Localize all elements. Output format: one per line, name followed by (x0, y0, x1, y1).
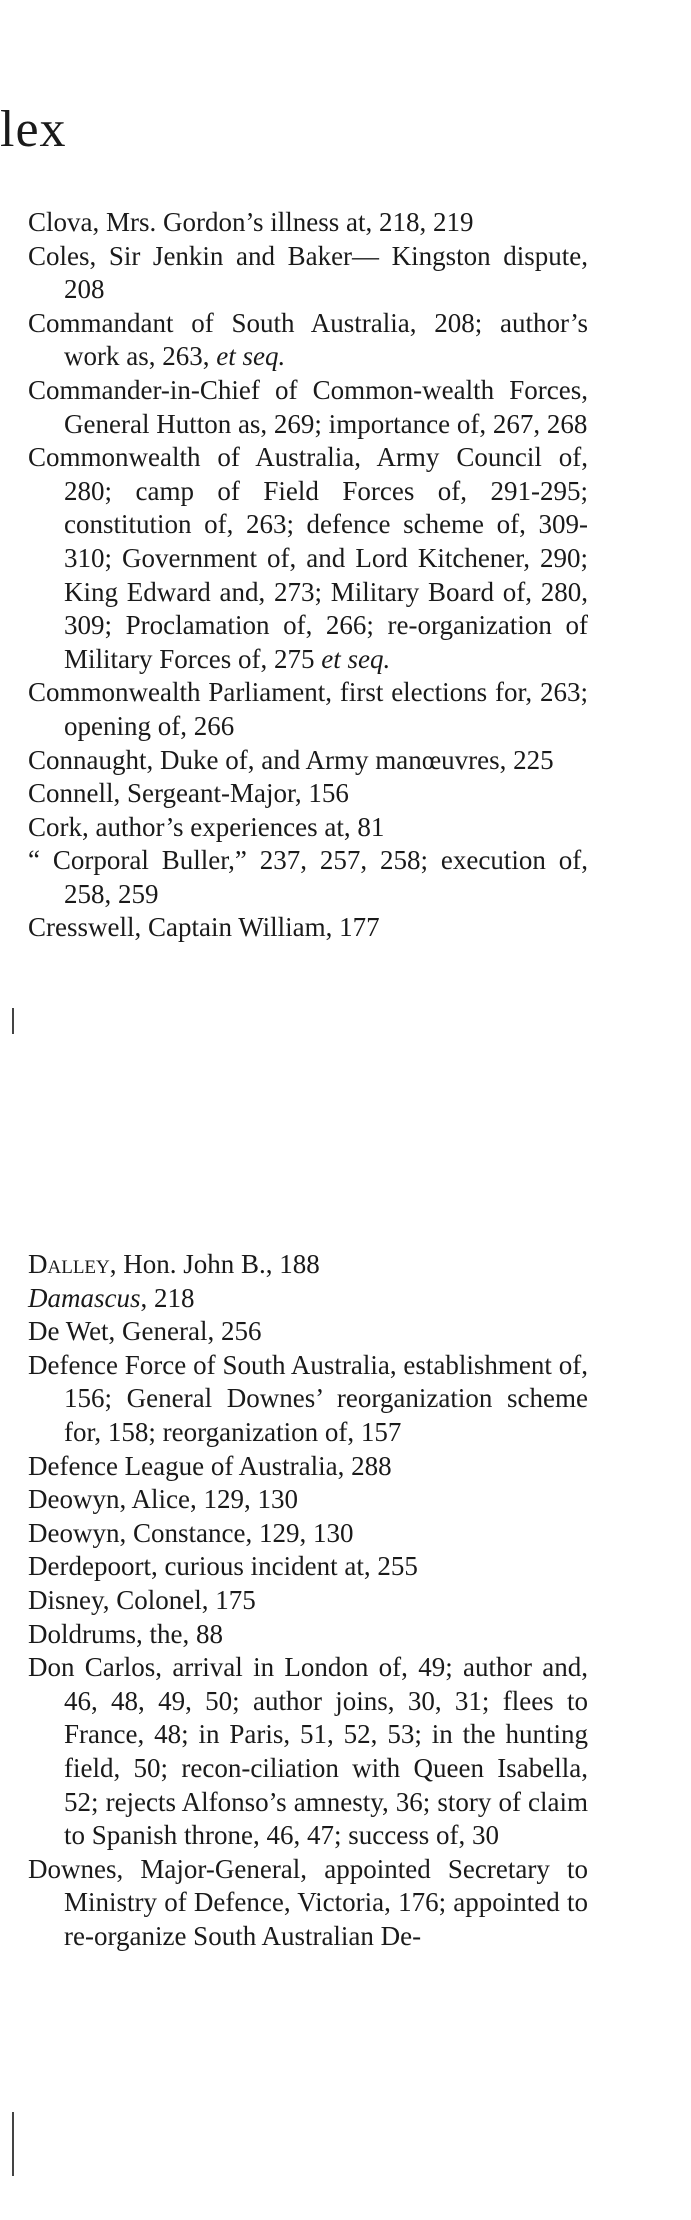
index-entry: Clova, Mrs. Gordon’s illness at, 218, 219 (28, 207, 474, 237)
index-entry: Cork, author’s experiences at, 81 (28, 811, 385, 842)
index-entry: Deowyn, Alice, 129, 130 (28, 1484, 298, 1515)
index-entry: Disney, Colonel, 175 (28, 1584, 256, 1615)
margin-rule-top (12, 1008, 14, 1034)
index-section-d (28, 1248, 588, 1953)
index-entry: Commandant of South Australia, 208; author’s work as, 263, et seq. (28, 307, 588, 372)
index-entry: “ Corporal Buller,” 237, 257, 258; execution of, 258, 259 (28, 845, 588, 909)
index-section-c (28, 206, 588, 945)
index-entry: De Wet, General, 256 (28, 1316, 262, 1347)
index-entry: Doldrums, the, 88 (28, 1618, 223, 1649)
index-entry: Commander-in-Chief of Common-wealth Forces, General Hutton as, 269; importance of, 267, 268 (28, 374, 588, 439)
index-entry: Commonwealth Parliament, first elections for, 263; opening of, 266 (28, 677, 588, 741)
index-entry: Defence Force of South Australia, establishment of, 156; General Downes’ reorganization scheme for, 158; reorganization of, 157 (28, 1349, 589, 1447)
index-entry: Damascus, 218 (28, 1282, 195, 1313)
index-entry: Connaught, Duke of, and Army manœuvres, 225 (28, 744, 554, 775)
index-entry: Defence League of Australia, 288 (28, 1450, 392, 1481)
index-entry: Cresswell, Captain William, 177 (28, 912, 380, 943)
index-entry: Don Carlos, arrival in London of, 49; author and, 46, 48, 49, 50; author joins, 30, 31; flees to France, 48; in Paris, 51, 52, 53; in the hunting field, 50; recon-ciliation with Queen Isabella, 52; rejects Alfonso’s amnesty, 36; story of claim to Spanish throne, 46, 47; success of, 30 (28, 1652, 588, 1851)
index-entry: Coles, Sir Jenkin and Baker— Kingston dispute, 208 (28, 240, 588, 305)
index-entry: Dalley, Hon. John B., 188 (28, 1249, 320, 1279)
index-entry: Deowyn, Constance, 129, 130 (28, 1517, 354, 1548)
index-heading: lex (0, 101, 67, 158)
margin-rule-bottom (12, 2112, 14, 2176)
index-entry: Downes, Major-General, appointed Secretary to Ministry of Defence, Victoria, 176; appointed to re-organize South Australian De- (28, 1853, 588, 1951)
index-entry: Derdepoort, curious incident at, 255 (28, 1551, 418, 1582)
index-entry: Commonwealth of Australia, Army Council of, 280; camp of Field Forces of, 291-295; constitution of, 263; defence scheme of, 309-310; Government of, and Lord Kitchener, 290; King Edward and, 273; Military Board of, 280, 309; Proclamation of, 266; re-organization of Military Forces of, 275 et seq. (28, 442, 588, 674)
index-entry: Connell, Sergeant-Major, 156 (28, 778, 349, 809)
